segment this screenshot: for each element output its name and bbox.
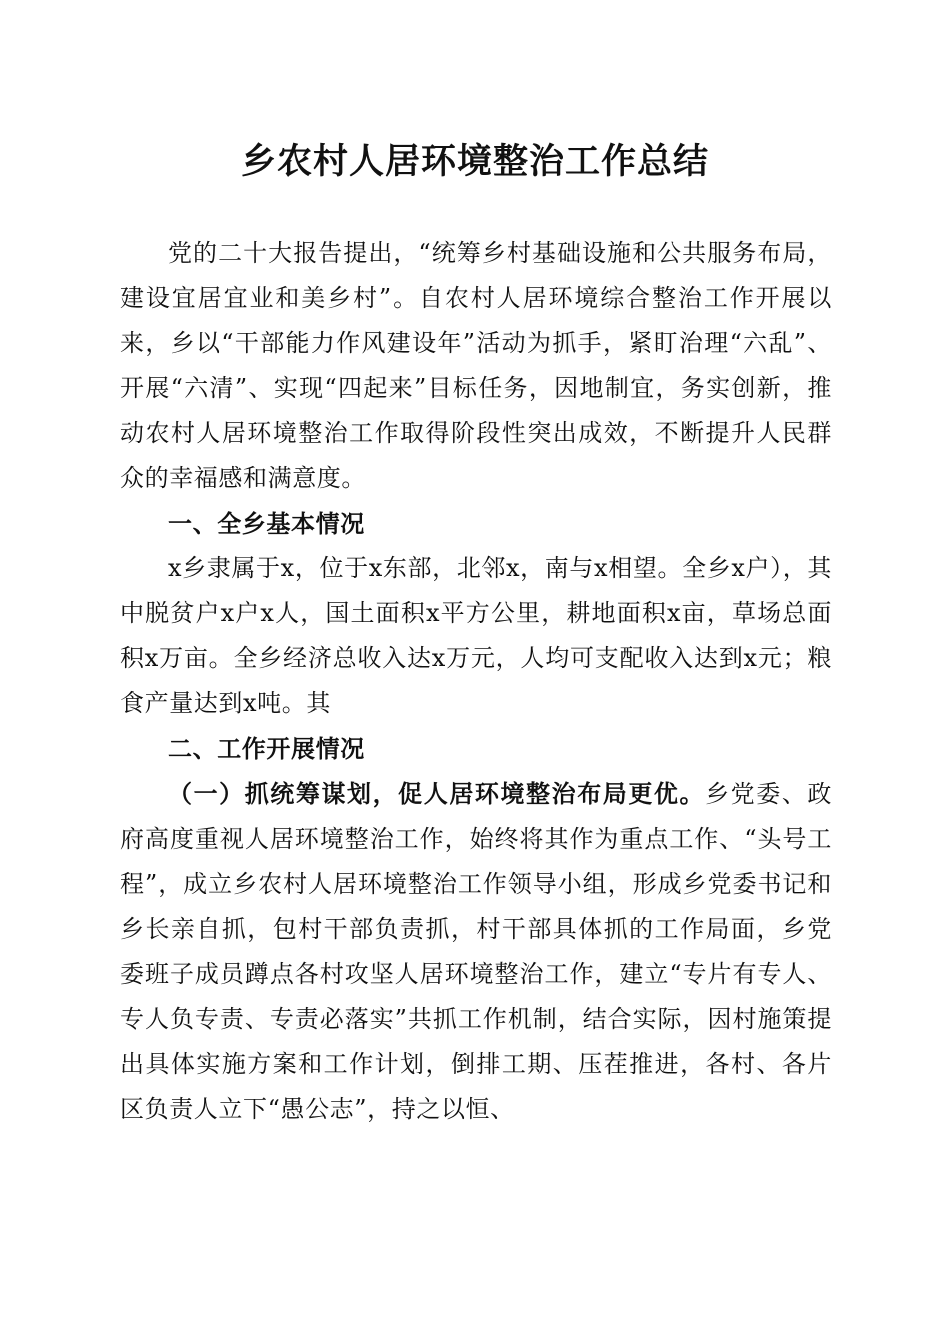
basic-situation-paragraph: x乡隶属于x，位于x东部，北邻x，南与x相望。全乡x户），其中脱贫户x户x人，国土面积x平方公里，耕地面积x亩，草场总面积x万亩。全乡经济总收入达x万元，人均可支配收入达到x元；粮食产量达到x吨。其: [120, 554, 832, 717]
intro-paragraph: 党的二十大报告提出，“统筹乡村基础设施和公共服务布局，建设宜居宜业和美乡村”。自农村人居环境综合整治工作开展以来，乡以“干部能力作风建设年”活动为抓手，紧盯治理“六乱”、开展“六清”、实现“四起来”目标任务，因地制宜，务实创新，推动农村人居环境整治工作取得阶段性突出成效，不断提升人民群众的幸福感和满意度。: [120, 239, 832, 492]
work-progress-paragraph: [120, 771, 832, 1132]
section-heading-work-progress: 二、工作开展情况: [168, 734, 365, 763]
section-heading-basic-situation: 一、全乡基本情况: [168, 509, 365, 538]
subsection-heading-planning: （一）抓统筹谋划，促人居环境整治布局更优。: [168, 779, 706, 808]
document-title: 乡农村人居环境整治工作总结: [240, 141, 709, 182]
work-progress-text: 乡党委、政府高度重视人居环境整治工作，始终将其作为重点工作、“头号工程”，成立乡农村人居环境整治工作领导小组，形成乡党委书记和乡长亲自抓，包村干部负责抓，村干部具体抓的工作局面，乡党委班子成员蹲点各村攻坚人居环境整治工作，建立“专片有专人、专人负专责、专责必落实”共抓工作机制，结合实际，因村施策提出具体实施方案和工作计划，倒排工期、压茬推进，各村、各片区负责人立下“愚公志”，持之以恒、: [120, 780, 832, 1123]
document-body: [120, 231, 832, 1132]
